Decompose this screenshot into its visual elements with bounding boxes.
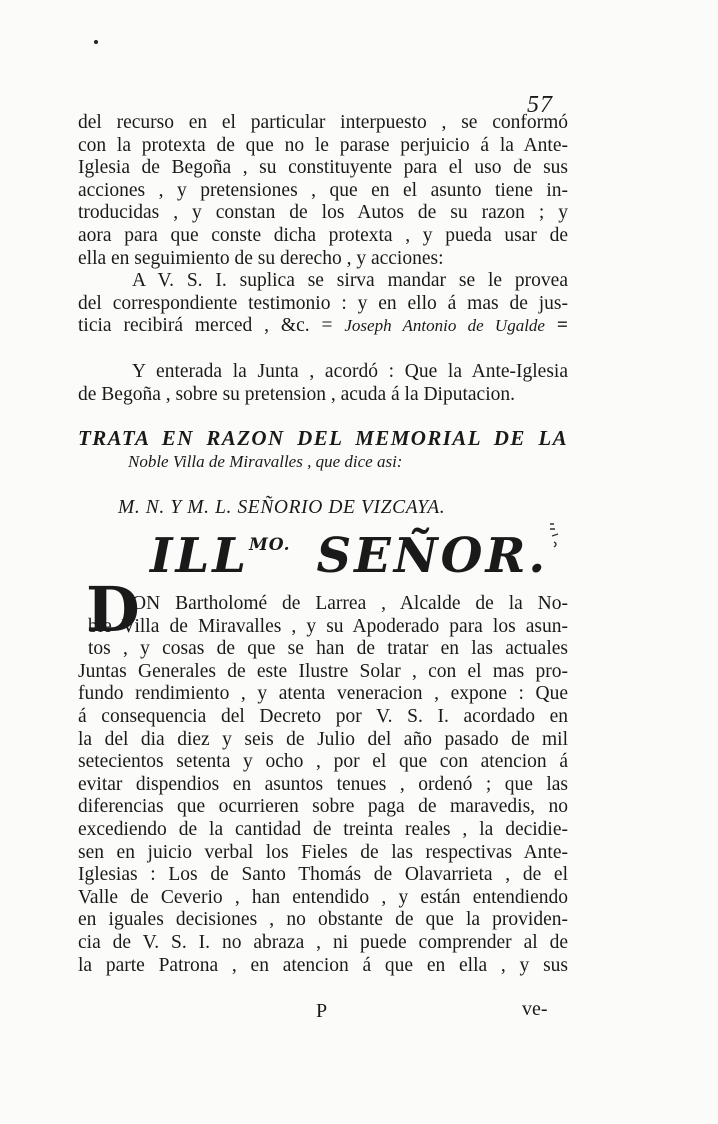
margin-flourish-icon [548,520,562,550]
text-line: troducidas , y constan de los Autos de su razon ; y [78,202,568,224]
section-subheading: Noble Villa de Miravalles , que dice asi: [128,452,403,471]
text-line: aora para que conste dicha protexta , y pueda usar de [78,224,568,246]
text-line: Iglesia de Begoña , su constituyente para el uso de sus [78,157,568,179]
text-line: Iglesias : Los de Santo Thomás de Olavarrieta , de el [78,864,568,886]
top-paragraph [78,112,568,270]
text-line: sen en juicio verbal los Fieles de las respectivas Ante- [78,841,568,863]
title-superscript: MO. [248,535,291,555]
petition-paragraph [78,270,568,338]
drop-capital: D [86,573,140,646]
memorial-paragraph [78,593,568,977]
title-senor: SEÑOR. [316,528,549,584]
text-line: ble Villa de Miravalles , y su Apoderado para los asun- [88,615,568,637]
text-line: setecientos setenta y ocho , por el que con atencion á [78,751,568,773]
signature-mark: P [316,1000,328,1022]
text-line: tos , y cosas de que se han de tratar en las actuales [88,638,568,660]
text-line: la parte Patrona , en atencion á que en ella , y sus [78,954,568,976]
margin-mark [548,520,562,554]
text-line: diferencias que ocurrieren sobre paga de maravedis, no [78,796,568,818]
catchword: ve- [522,998,548,1020]
text-line: Juntas Generales de este Ilustre Solar , con el mas pro- [78,660,568,682]
resolution-paragraph [78,361,568,406]
ink-dot [94,40,98,44]
signature-line [78,315,568,338]
signature: Joseph Antonio de Ugalde [344,316,545,336]
text-line: fundo rendimiento , y atenta veneracion , expone : Que [78,683,568,705]
title-ill: ILL [150,528,249,584]
addressee-heading: M. N. Y M. L. SEÑORIO DE VIZCAYA. [118,497,446,518]
text-line: Valle de Ceverio , han entendido , y están entendiendo [78,886,568,908]
text-line: acciones , y pretensiones , que en el asunto tiene in- [78,179,568,201]
text-line: la del dia diez y seis de Julio del año pasado de mil [78,728,568,750]
text-line: ella en seguimiento de su derecho , y acciones: [78,247,444,269]
text-line: del recurso en el particular interpuesto , se conformó [78,112,568,133]
text-line: del correspondiente testimonio : y en ello á mas de jus- [78,292,568,314]
text-line: excediendo de la cantidad de treinta reales , la decidie- [78,818,568,840]
equals-mark: = [556,315,568,337]
text-line: á consequencia del Decreto por V. S. I. acordado en [78,705,568,727]
text-segment: ticia recibirá merced , &c. = [78,315,333,337]
text-line: con la protexta de que no le parase perjuicio á la Ante- [78,134,568,156]
text-line: A V. S. I. suplica se sirva mandar se le provea [132,270,568,291]
page-number: 57 [527,92,553,118]
text-line: evitar dispendios en asuntos tenues , ordenó ; que las [78,773,568,795]
text-line: Y enterada la Junta , acordó : Que la Ante-Iglesia [132,361,568,382]
text-line: cia de V. S. I. no abraza , ni puede comprender al de [78,931,568,953]
section-heading: TRATA EN RAZON DEL MEMORIAL DE LA [78,426,568,450]
text-line: en iguales decisiones , no obstante de que la providen- [78,909,568,931]
text-line: ON Bartholomé de Larrea , Alcalde de la No- [132,593,568,614]
salutation-title [150,528,548,584]
text-line: de Begoña , sobre su pretension , acuda á la Diputacion. [78,383,515,405]
